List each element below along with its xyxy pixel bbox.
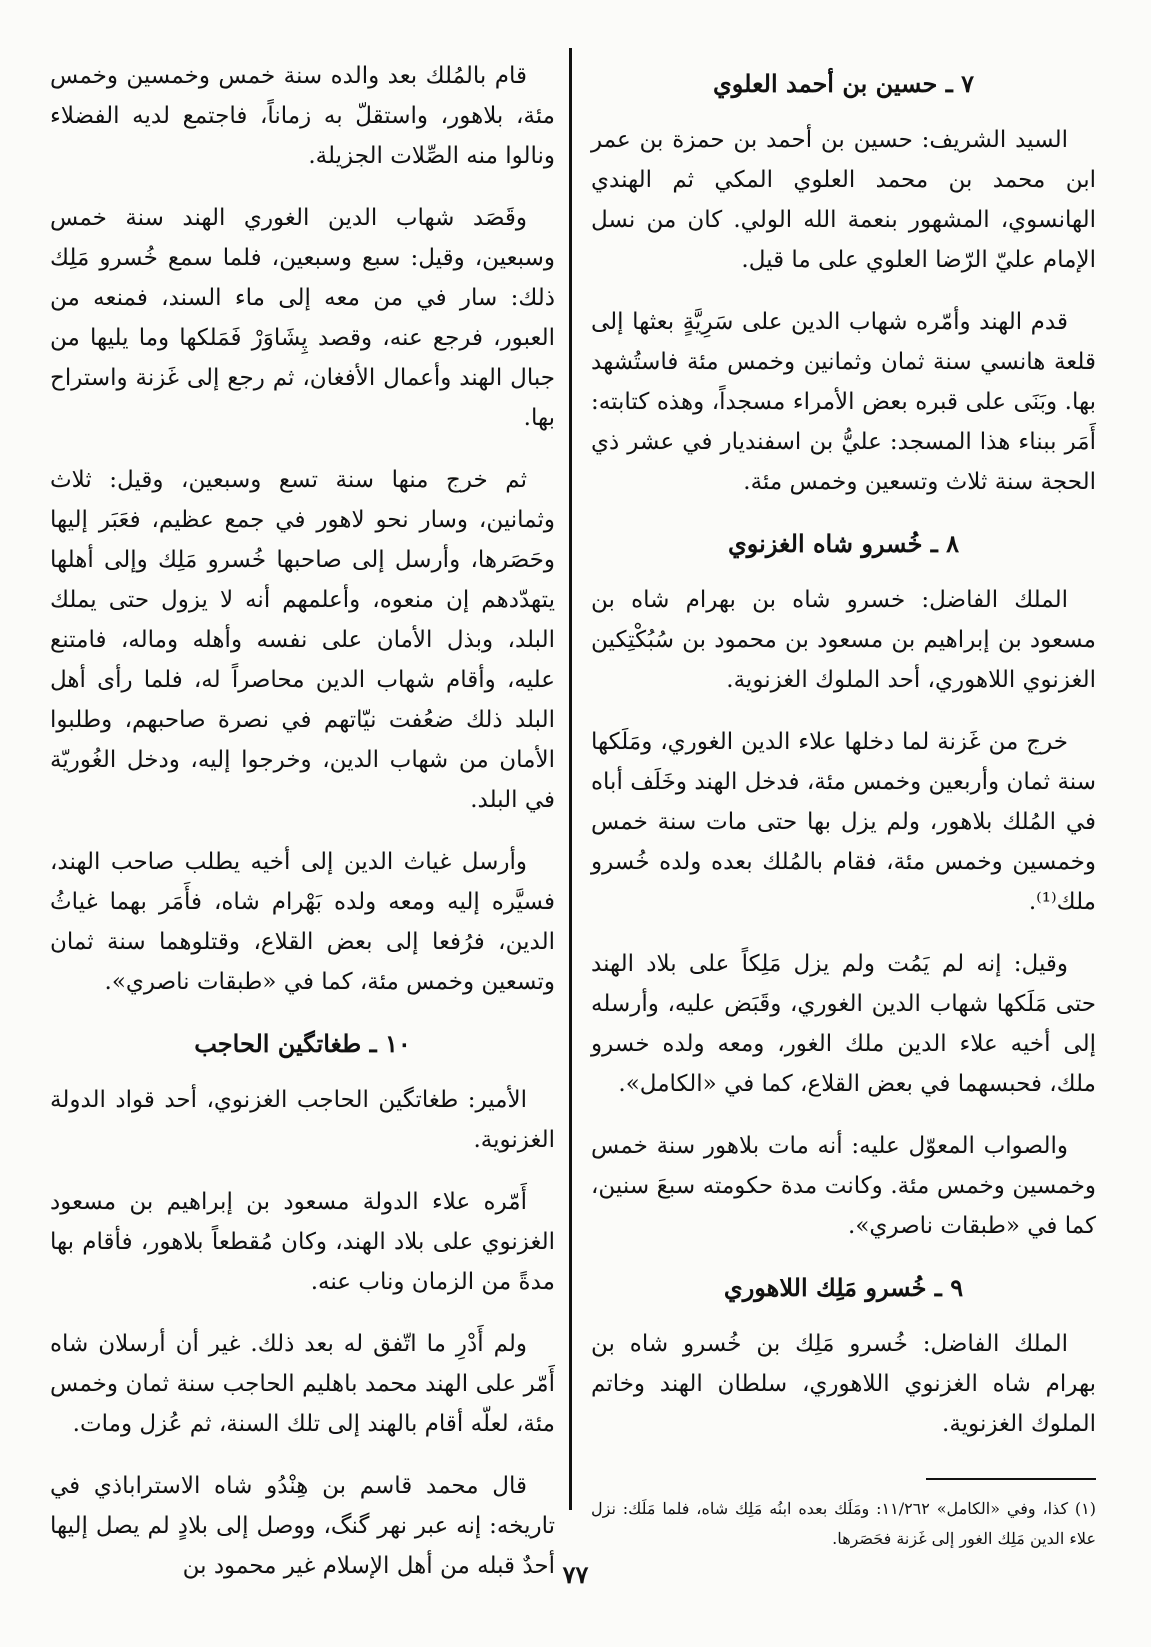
paragraph: خرج من غَزنة لما دخلها علاء الدين الغوري، ومَلَكها سنة ثمان وأربعين وخمس مئة، فدخل الهند وخَلَف أباه في المُلك بلاهور، ولم يزل بها حتى مات سنة خمس وخمسين وخمس مئة، فقام بالمُلك بعده ولده خُسرو ملك⁽¹⁾. bbox=[591, 729, 1096, 915]
page-number: ٧٧ bbox=[562, 1560, 589, 1589]
entry-heading-9: ٩ ـ خُسرو مَلِك اللاهوري bbox=[723, 1273, 964, 1302]
paragraph: ولم أَدْرِ ما اتّفق له بعد ذلك. غير أن أرسلان شاه أَمّر على الهند محمد باهليم الحاجب سنة ثمان وخمس مئة، لعلّه أقام بالهند إلى تلك السنة، ثم عُزل ومات. bbox=[50, 1331, 555, 1437]
paragraph: ثم خرج منها سنة تسع وسبعين، وقيل: ثلاث وثمانين، وسار نحو لاهور في جمع عظيم، فعَبَر إليها وحَصَرها، وأرسل إلى صاحبها خُسرو مَلِك وإلى أهلها يتهدّدهم إن منعوه، وأعلمهم أنه لا يزول حتى يملك البلد، وبذل الأمان على نفسه وأهله وماله، فامتنع عليه، وأقام شهاب الدين محاصراً له، فلما رأى أهل البلد ذلك ضعُفت نيّاتهم في نصرة صاحبهم، وطلبوا الأمان من شهاب الدين، وخرجوا إليه، ودخل الغُوريّة في البلد. bbox=[50, 467, 555, 813]
paragraph: أَمّره علاء الدولة مسعود بن إبراهيم بن مسعود الغزنوي على بلاد الهند، وكان مُقطعاً بلاهور، فأقام بها مدةً من الزمان وناب عنه. bbox=[50, 1189, 555, 1295]
footnote-divider bbox=[926, 1478, 1096, 1480]
paragraph: الأمير: طغاتگين الحاجب الغزنوي، أحد قواد الدولة الغزنوية. bbox=[50, 1087, 555, 1153]
paragraph: قال محمد قاسم بن هِنْدُو شاه الاستراباذي في تاريخه: إنه عبر نهر گنگ، ووصل إلى بلادٍ لم يصل إليها أحدٌ قبله من أهل الإسلام غير محمود بن bbox=[50, 1473, 555, 1579]
entry-heading-8: ٨ ـ خُسرو شاه الغزنوي bbox=[727, 529, 960, 558]
column-divider bbox=[569, 48, 572, 1510]
paragraph: الملك الفاضل: خسرو شاه بن بهرام شاه بن مسعود بن إبراهيم بن مسعود بن محمود بن سُبُكْتِكين الغزنوي اللاهوري، أحد الملوك الغزنوية. bbox=[591, 587, 1096, 693]
paragraph: والصواب المعوّل عليه: أنه مات بلاهور سنة خمس وخمسين وخمس مئة. وكانت مدة حكومته سبعَ سنين، كما في «طبقات ناصري». bbox=[591, 1133, 1096, 1239]
paragraph: قدم الهند وأمّره شهاب الدين على سَرِيَّةٍ بعثها إلى قلعة هانسي سنة ثمان وثمانين وخمس مئة فاستُشهد بها. وبَنَى على قبره بعض الأمراء مسجداً، وهذه كتابته: أَمَر ببناء هذا المسجد: عليُّ بن اسفنديار في عشر ذي الحجة سنة ثلاث وتسعين وخمس مئة. bbox=[591, 309, 1096, 495]
footnote: (١) كذا، وفي «الكامل» ١١/٢٦٢: ومَلَك بعده ابنُه مَلِك شاه، فلما مَلَك: نزل علاء الدين مَلِك الغور إلى غَزنة فحَصَرها. bbox=[591, 1498, 1097, 1548]
paragraph: الملك الفاضل: خُسرو مَلِك بن خُسرو شاه بن بهرام شاه الغزنوي اللاهوري، سلطان الهند وخاتم الملوك الغزنوية. bbox=[591, 1331, 1096, 1437]
paragraph: وأرسل غياث الدين إلى أخيه يطلب صاحب الهند، فسيَّره إليه ومعه ولده بَهْرام شاه، فأَمَر بهما غياثُ الدين، فرُفعا إلى بعض القلاع، وقتلوهما سنة ثمان وتسعين وخمس مئة، كما في «طبقات ناصري». bbox=[50, 849, 555, 995]
paragraph: وقيل: إنه لم يَمُت ولم يزل مَلِكاً على بلاد الهند حتى مَلَكها شهاب الدين الغوري، وقَبَض عليه، وأرسله إلى أخيه علاء الدين ملك الغور، ومعه ولده خسرو ملك، فحبسهما في بعض القلاع، كما في «الكامل». bbox=[591, 951, 1096, 1097]
paragraph: قام بالمُلك بعد والده سنة خمس وخمسين وخمس مئة، بلاهور، واستقلّ به زماناً، فاجتمع لديه الفضلاء ونالوا منه الصِّلات الجزيلة. bbox=[50, 63, 555, 169]
entry-heading-10: ١٠ ـ طغاتگين الحاجب bbox=[194, 1029, 411, 1058]
paragraph: السيد الشريف: حسين بن أحمد بن حمزة بن عمر ابن محمد بن محمد العلوي المكي ثم الهندي الهانسوي، المشهور بنعمة الله الولي. كان من نسل الإمام عليّ الرّضا العلوي على ما قيل. bbox=[591, 127, 1096, 273]
left-column bbox=[50, 56, 555, 1608]
entry-heading-7: ٧ ـ حسين بن أحمد العلوي bbox=[712, 69, 975, 98]
right-column bbox=[591, 56, 1096, 1554]
paragraph: وقَصَد شهاب الدين الغوري الهند سنة خمس وسبعين، وقيل: سبع وسبعين، فلما سمع خُسرو مَلِك ذلك: سار في من معه إلى ماء السند، فمنعه من العبور، فرجع عنه، وقصد پِشَاوَرْ فَمَلكها وما يليها من جبال الهند وأعمال الأفغان، ثم رجع إلى غَزنة واستراح بها. bbox=[50, 205, 555, 431]
